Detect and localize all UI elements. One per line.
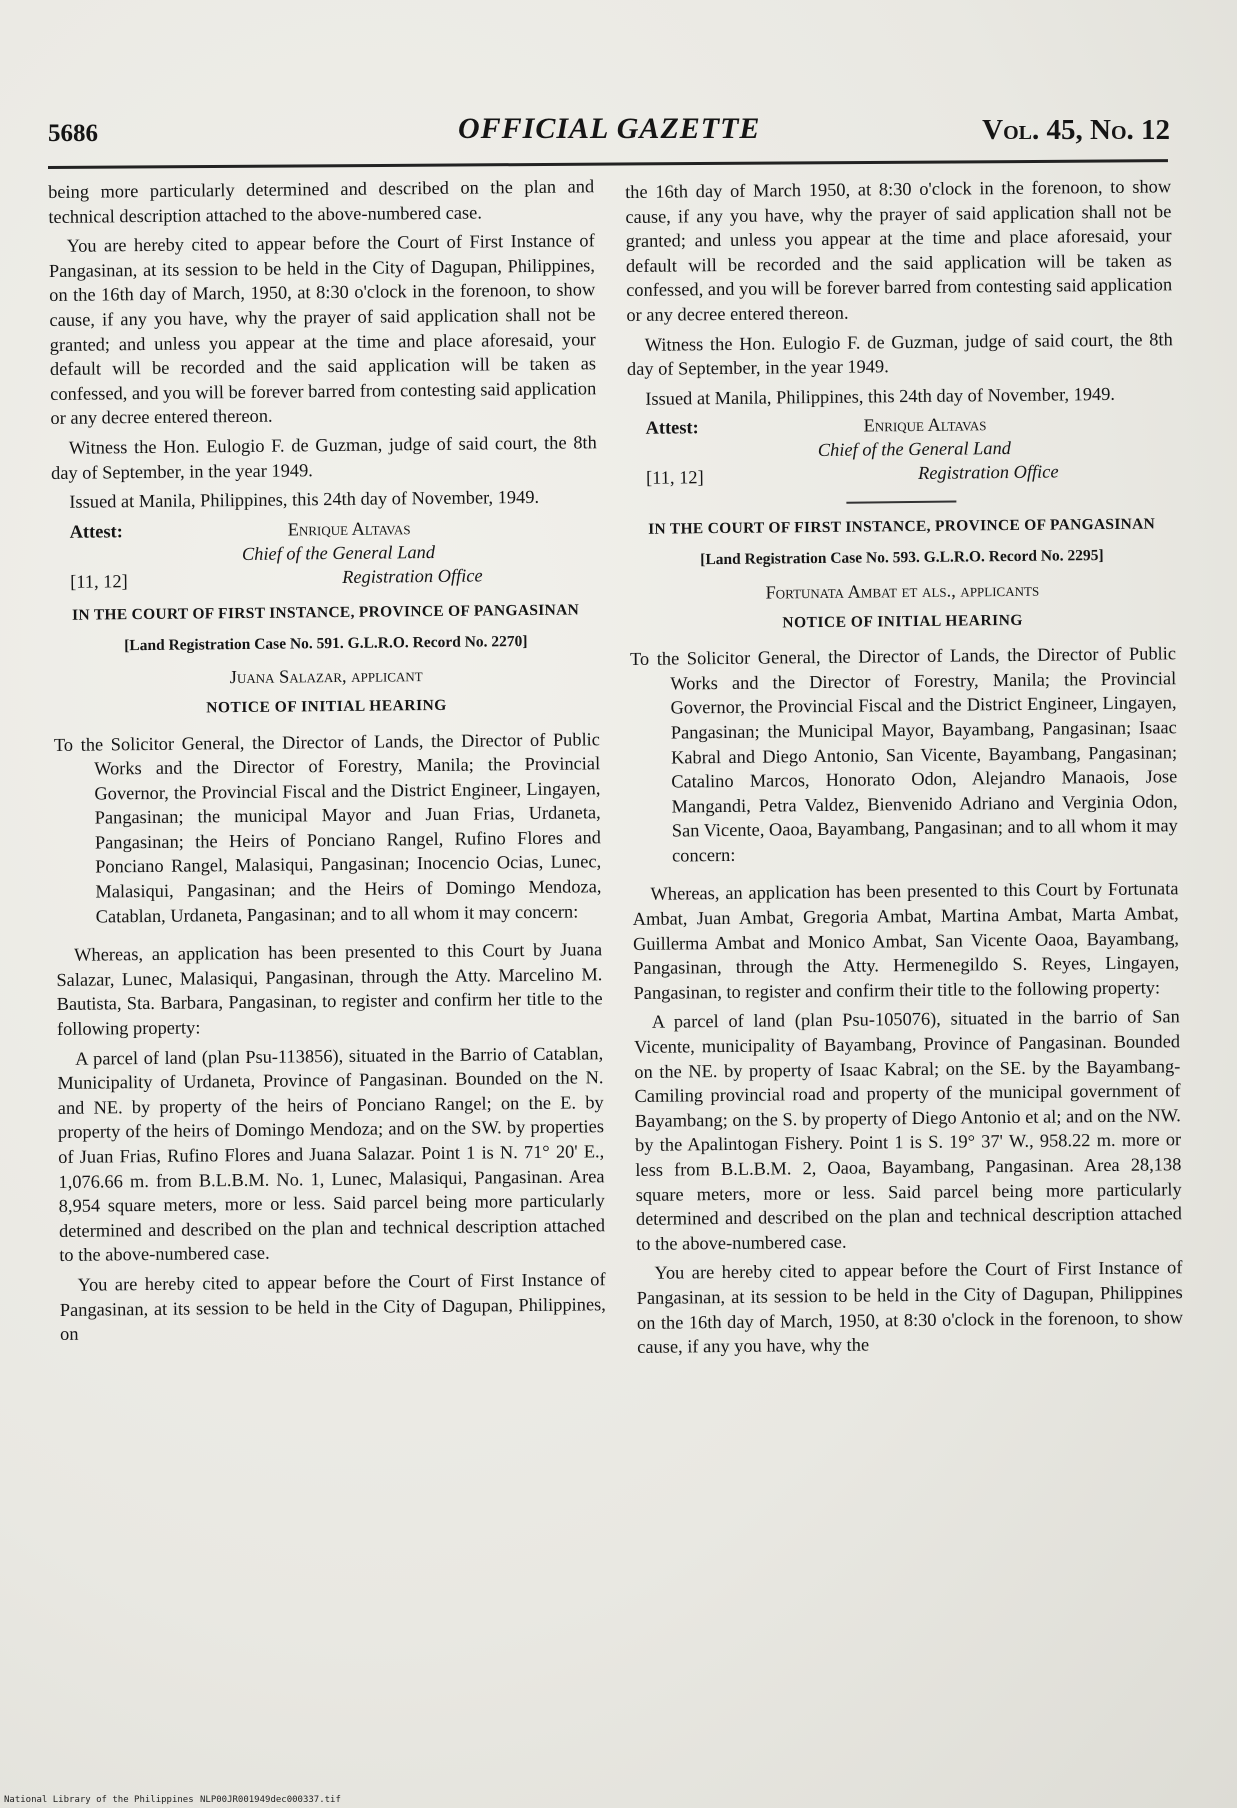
page-number: 5686	[48, 120, 98, 147]
attest-block	[627, 411, 1174, 495]
gazette-title: OFFICIAL GAZETTE	[458, 112, 761, 145]
case-line: [Land Registration Case No. 593. G.L.R.O. Record No. 2295]	[700, 547, 1104, 569]
header-rule	[48, 159, 1168, 169]
attest-office: Registration Office	[342, 565, 483, 587]
attest-block	[52, 514, 599, 598]
scan-file-name: NLP00JR001949dec000337.tif	[200, 1795, 341, 1805]
paragraph: A parcel of land (plan Psu-113856), situated in the Barrio of Catablan, Municipality of Urdaneta, Province of Pangasinan. Bounded on the N. and NE. by property of the heirs of Ponciano Rangel; on the E. by property of the heirs of Domingo Mendoza; and on the SW. by properties of Juan Frias, Rufino Flores and Juana Salazar. Point 1 is N. 71° 20' E., 1,076.66 m. from B.L.B.M. No. 1, Lunec, Malasiqui, Pangasinan. Area 8,954 square meters, more or less. Said parcel being more particularly determined and described on the plan and technical description attached to the above-numbered case.	[57, 1042, 606, 1266]
addressee-block: To the Solicitor General, the Director of Lands, the Director of Public Works and the Director of Forestry, Manila; the Provincial Governor, the Provincial Fiscal and the District Engineer, Lingayen, Pangasinan; the municipal Mayor and Juan Frias, Urdaneta, Pangasinan; the Heirs of Ponciano Rangel, Rufino Flores and Ponciano Rangel, Malasiqui, Pangasinan; Inocencio Ocias, Lunec, Malasiqui, Pangasinan; and the Heirs of Domingo Mendoza, Catablan, Urdaneta, Pangasinan; and to all whom it may concern:	[53, 728, 602, 927]
paragraph: You are hereby cited to appear before the Court of First Instance of Pangasinan, at its session to be held in the City of Dagupan, Philippines, on	[59, 1269, 606, 1345]
paragraph: Issued at Manila, Philippines, this 24th day of November, 1949.	[645, 383, 1116, 409]
paragraph: the 16th day of March 1950, at 8:30 o'clock in the forenoon, to show cause, if any you have, why the prayer of said application shall not be granted; and unless you appear at the time and place aforesaid, your default will be recorded and the said application will be taken as confessed, and you will be forever barred from contesting said application or any decree entered thereon.	[625, 176, 1173, 325]
case-line: [Land Registration Case No. 591. G.L.R.O. Record No. 2270]	[124, 632, 528, 654]
attest-office: Chief of the General Land	[817, 438, 1012, 461]
section-divider	[846, 501, 956, 504]
scan-source-label: National Library of the Philippines	[4, 1795, 194, 1805]
paragraph: You are hereby cited to appear before the Court of First Instance of Pangasinan, at its session to be held in the City of Dagupan, Philippines, on the 16th day of March, 1950, at 8:30 o'clock in the forenoon, to show cause, if any you have, why the prayer of said application shall not be granted; and unless you appear at the time and place aforesaid, your default will be recorded and the said application will be taken as confessed, and you will be forever barred from contesting said application or any decree entered thereon.	[48, 230, 597, 429]
attest-name: Enrique Altavas	[287, 517, 411, 540]
notice-heading: NOTICE OF INITIAL HEARING	[782, 611, 1024, 631]
court-heading: IN THE COURT OF FIRST INSTANCE, PROVINCE OF PANGASINAN	[648, 515, 1156, 539]
court-heading: IN THE COURT OF FIRST INSTANCE, PROVINCE OF PANGASINAN	[71, 601, 580, 624]
applicant-line: Juana Salazar, applicant	[229, 665, 423, 688]
right-column	[625, 174, 1183, 1364]
paragraph: You are hereby cited to appear before the Court of First Instance of Pangasinan, at its session to be held in the City of Dagupan, Philippines on the 16th day of March, 1950, at 8:30 o'clock in the forenoon, to show cause, if any you have, why the	[636, 1257, 1184, 1358]
attest-office: Chief of the General Land	[241, 541, 436, 564]
attest-name: Enrique Altavas	[863, 414, 987, 436]
paragraph: Whereas, an application has been presented to this Court by Fortunata Ambat, Juan Ambat, Gregoria Ambat, Martina Ambat, Marta Ambat, Guillerma Ambat and Monico Ambat, San Vicente Oaoa, Bayambang, Pangasinan, through the Atty. Hermenegildo S. Reyes, Lingayen, Pangasinan, to register and confirm their title to the following property:	[632, 878, 1180, 1003]
paragraph: Issued at Manila, Philippines, this 24th day of November, 1949.	[69, 487, 540, 512]
issue-reference: [11, 12]	[70, 570, 128, 592]
addressee-block: To the Solicitor General, the Director of Lands, the Director of Public Works and the Director of Forestry, Manila; the Provincial Governor, the Provincial Fiscal and the District Engineer, Lingayen, Pangasinan; the Municipal Mayor, Bayambang, Pangasinan; Isaac Kabral and Diego Antonio, San Vicente, Bayambang, Pangasinan; Catalino Marcos, Honorato Odon, Alejandro Manaois, Jose Mangandi, Petra Valdez, Bienvenido Adriano and Verginia Odon, San Vicente, Oaoa, Bayambang, Pangasinan; and to all whom it may concern:	[629, 643, 1178, 866]
issue-reference: [11, 12]	[646, 467, 704, 489]
notice-heading: NOTICE OF INITIAL HEARING	[206, 696, 447, 717]
paragraph: Witness the Hon. Eulogio F. de Guzman, judge of said court, the 8th day of September, in the year 1949.	[50, 432, 597, 483]
applicant-line: Fortunata Ambat et als., applicants	[765, 579, 1040, 603]
paragraph: being more particularly determined and described on the plan and technical description attached to the above-numbered case.	[48, 176, 595, 227]
left-column	[48, 174, 606, 1351]
paragraph: A parcel of land (plan Psu-105076), situated in the barrio of San Vicente, municipality of Bayambang, Province of Pangasinan. Bounded on the NE. by property of Isaac Kabral; on the SE. by the Bayambang-Camiling provincial road and property of the municipal government of Bayambang; on the S. by property of Diego Antonio et al; and on the NW. by the Apalintogan Fishery. Point 1 is S. 19° 37' W., 958.22 m. more or less from B.L.B.M. 2, Oaoa, Bayambang, Pangasinan. Area 28,138 square meters, more or less. Said parcel being more particularly determined and described on the plan and technical description attached to the above-numbered case.	[633, 1006, 1182, 1254]
attest-office: Registration Office	[917, 461, 1059, 484]
page-header	[48, 108, 1170, 154]
attest-label: Attest:	[645, 417, 699, 439]
paragraph: Witness the Hon. Eulogio F. de Guzman, judge of said court, the 8th day of September, in the year 1949.	[626, 328, 1173, 380]
paragraph: Whereas, an application has been presented to this Court by Juana Salazar, Lunec, Malasiqui, Pangasinan, through the Atty. Marcelino M. Bautista, Sta. Barbara, Pangasinan, to register and confirm her title to the following property:	[56, 939, 603, 1039]
volume-info: Vol. 45, No. 12	[982, 114, 1170, 146]
attest-label: Attest:	[69, 520, 123, 542]
